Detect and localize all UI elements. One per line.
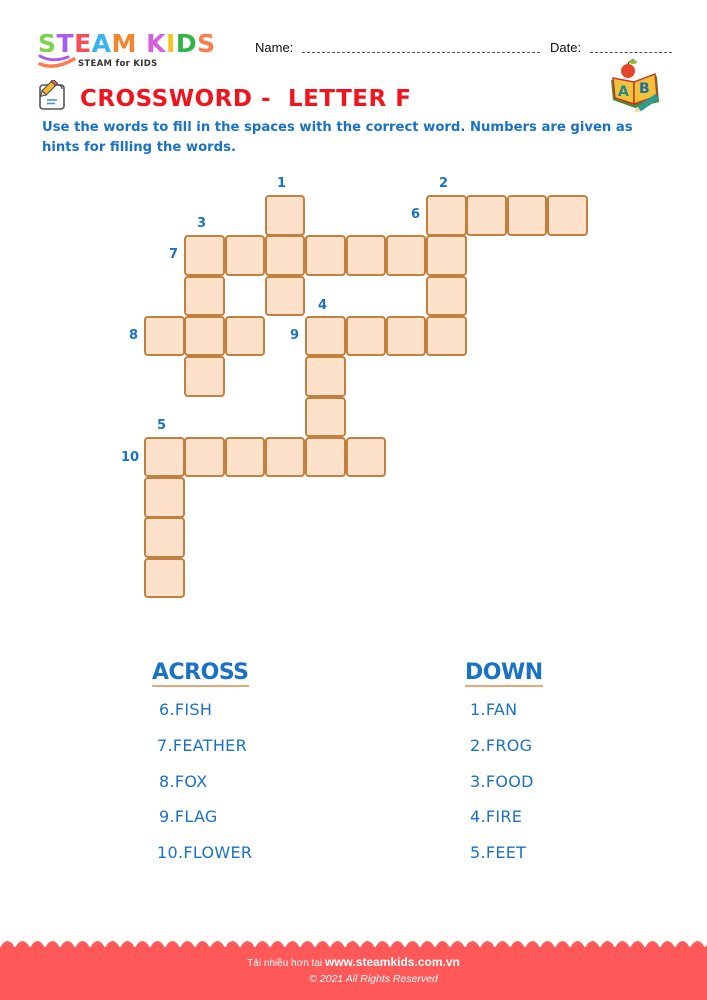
crossword-cell[interactable] xyxy=(305,356,346,397)
crossword-cell[interactable] xyxy=(184,316,225,357)
logo-letter xyxy=(137,30,146,58)
crossword-cell[interactable] xyxy=(144,517,185,558)
clue-number: 4 xyxy=(318,298,328,313)
down-clue: 3.FOOD xyxy=(470,772,534,791)
crossword-cell[interactable] xyxy=(265,276,306,317)
clue-number: 10 xyxy=(121,450,140,465)
logo-letter: S xyxy=(197,29,216,58)
across-clue: 6.FISH xyxy=(159,700,213,719)
crossword-cell[interactable] xyxy=(184,235,225,276)
crossword-cell[interactable] xyxy=(386,235,427,276)
logo-letter: M xyxy=(111,29,137,58)
clue-number: 9 xyxy=(290,328,300,343)
svg-text:A: A xyxy=(618,84,629,100)
crossword-cell[interactable] xyxy=(265,235,306,276)
logo-letter: D xyxy=(175,29,198,58)
date-label: Date: xyxy=(550,40,582,55)
crossword-cell[interactable] xyxy=(346,437,387,478)
clue-number: 5 xyxy=(157,418,167,433)
down-clue: 2.FROG xyxy=(470,736,533,755)
svg-text:B: B xyxy=(639,81,650,97)
footer-prefix: Tải nhiều hơn tại xyxy=(247,958,323,969)
clue-number: 1 xyxy=(277,176,287,191)
crossword-cell[interactable] xyxy=(225,235,266,276)
crossword-cell[interactable] xyxy=(144,477,185,518)
footer-download-text xyxy=(0,955,707,969)
logo-letter: E xyxy=(74,29,92,58)
down-heading: DOWN xyxy=(465,660,543,685)
across-clue: 10.FLOWER xyxy=(157,843,253,862)
clue-number: 3 xyxy=(197,216,207,231)
crossword-cell[interactable] xyxy=(184,276,225,317)
footer-copyright: © 2021 All Rights Reserved xyxy=(309,973,438,985)
down-clue: 1.FAN xyxy=(470,700,518,719)
crossword-cell[interactable] xyxy=(466,195,507,236)
pencil-paper-icon xyxy=(36,80,68,112)
crossword-cell[interactable] xyxy=(144,437,185,478)
down-clue: 5.FEET xyxy=(470,843,527,862)
clue-number: 7 xyxy=(169,247,179,262)
logo-letter: I xyxy=(166,29,176,58)
clue-number: 2 xyxy=(439,176,449,191)
steam-kids-logo xyxy=(38,30,238,72)
crossword-cell[interactable] xyxy=(346,316,387,357)
crossword-cell[interactable] xyxy=(305,437,346,478)
crossword-cell[interactable] xyxy=(547,195,588,236)
crossword-cell[interactable] xyxy=(225,437,266,478)
page-title: CROSSWORD - LETTER F xyxy=(80,86,412,112)
logo-tagline: STEAM for KIDS xyxy=(78,59,158,69)
crossword-cell[interactable] xyxy=(144,558,185,599)
crossword-cell[interactable] xyxy=(184,356,225,397)
footer-site-link[interactable]: www.steamkids.com.vn xyxy=(324,955,460,969)
crossword-cell[interactable] xyxy=(426,316,467,357)
crossword-cell[interactable] xyxy=(305,235,346,276)
clue-number: 8 xyxy=(129,328,139,343)
crossword-cell[interactable] xyxy=(184,437,225,478)
logo-letter: T xyxy=(56,29,75,58)
logo-letter: A xyxy=(91,29,112,58)
crossword-cell[interactable] xyxy=(305,397,346,438)
crossword-cell[interactable] xyxy=(346,235,387,276)
logo-swoosh-icon xyxy=(38,54,78,72)
crossword-cell[interactable] xyxy=(305,316,346,357)
date-field[interactable] xyxy=(590,52,672,53)
crossword-cell[interactable] xyxy=(426,195,467,236)
crossword-cell[interactable] xyxy=(144,316,185,357)
name-field[interactable] xyxy=(302,52,540,53)
abc-book-icon xyxy=(607,58,663,112)
crossword-cell[interactable] xyxy=(426,276,467,317)
clue-number: 6 xyxy=(411,207,421,222)
crossword-cell[interactable] xyxy=(265,437,306,478)
name-label: Name: xyxy=(255,40,294,55)
instructions-text: Use the words to fill in the spaces with the correct word. Numbers are given as hints for filling the words. xyxy=(42,120,633,155)
logo-letter: S xyxy=(38,29,57,58)
crossword-cell[interactable] xyxy=(426,235,467,276)
crossword-cell[interactable] xyxy=(507,195,548,236)
across-heading: ACROSS xyxy=(152,660,249,685)
across-clue: 9.FLAG xyxy=(159,807,218,826)
across-clue: 7.FEATHER xyxy=(157,736,248,755)
crossword-cell[interactable] xyxy=(225,316,266,357)
crossword-cell[interactable] xyxy=(265,195,306,236)
across-clue: 8.FOX xyxy=(159,772,208,791)
down-clue: 4.FIRE xyxy=(470,807,523,826)
logo-letter: K xyxy=(146,29,166,58)
crossword-cell[interactable] xyxy=(386,316,427,357)
